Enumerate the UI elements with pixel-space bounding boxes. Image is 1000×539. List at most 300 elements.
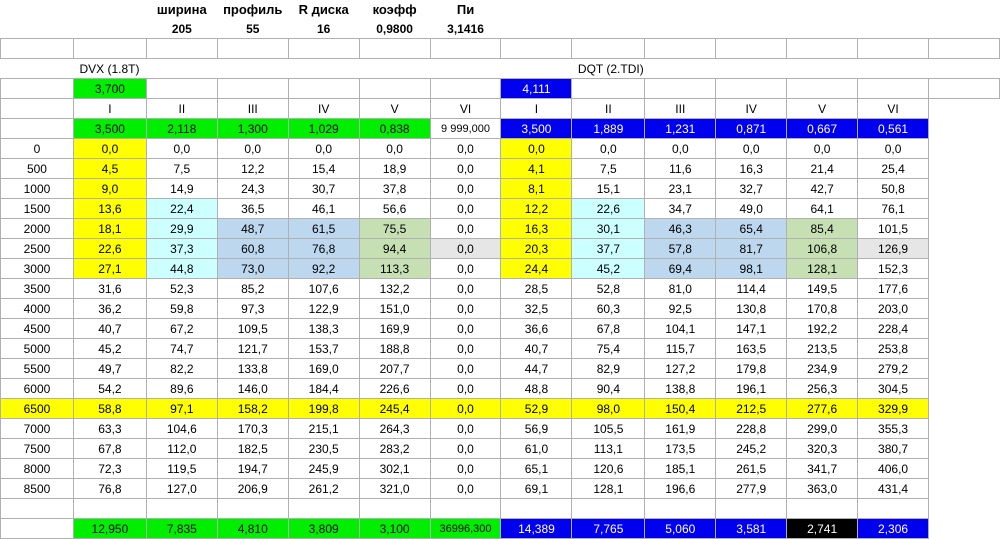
- gear-header-left-1: I: [73, 99, 146, 119]
- table-row: [1, 439, 1000, 459]
- speed-cell: 7,5: [572, 159, 645, 179]
- footer-left-6: 36996,300: [430, 519, 501, 539]
- table-row: [1, 359, 1000, 379]
- empty-cell: [929, 159, 1000, 179]
- empty-cell: [288, 39, 359, 59]
- speed-cell: 279,2: [858, 359, 929, 379]
- empty-cell: [929, 79, 1000, 99]
- speed-cell: 0,0: [430, 299, 501, 319]
- speed-cell: 24,3: [217, 179, 288, 199]
- speed-cell: 113,1: [572, 439, 645, 459]
- footer-right-2: 7,765: [572, 519, 645, 539]
- empty-cell: [217, 39, 288, 59]
- speed-cell: 169,9: [359, 319, 430, 339]
- speed-cell: 153,7: [288, 339, 359, 359]
- empty-cell: [787, 79, 858, 99]
- rpm-cell: 4500: [1, 319, 74, 339]
- empty-cell: [1, 0, 74, 19]
- table-row: [1, 339, 1000, 359]
- param-label-width: ширина: [156, 2, 207, 17]
- ratio-right-6: 0,561: [858, 119, 929, 139]
- speed-cell: 40,7: [501, 339, 572, 359]
- section-label-right: DQT (2.TDI): [577, 61, 644, 76]
- speed-cell: 138,8: [645, 379, 716, 399]
- speed-cell: 177,6: [858, 279, 929, 299]
- final-drive-row: [1, 79, 1000, 99]
- speed-cell: 34,7: [645, 199, 716, 219]
- param-label-rim: R диска: [298, 2, 349, 17]
- table-row: [1, 319, 1000, 339]
- final-drive-left: 3,700: [73, 79, 146, 99]
- rpm-cell: 6500: [1, 399, 74, 419]
- speed-cell: 0,0: [430, 359, 501, 379]
- speed-cell: 128,1: [572, 479, 645, 499]
- empty-cell: [359, 499, 430, 519]
- speed-cell: 60,8: [217, 239, 288, 259]
- gear-header-right-6: VI: [858, 99, 929, 119]
- final-drive-right: 4,111: [501, 79, 572, 99]
- empty-cell: [1, 39, 74, 59]
- empty-cell: [716, 39, 787, 59]
- empty-cell: [929, 359, 1000, 379]
- speed-cell: 121,7: [217, 339, 288, 359]
- empty-cell: [73, 19, 146, 39]
- speed-cell: 133,8: [217, 359, 288, 379]
- empty-cell: [858, 79, 929, 99]
- speed-cell: 188,8: [359, 339, 430, 359]
- ratio-left-6: 9 999,000: [430, 119, 501, 139]
- speed-cell: 185,1: [645, 459, 716, 479]
- speed-cell: 13,6: [73, 199, 146, 219]
- speed-cell: 277,9: [716, 479, 787, 499]
- speed-cell: 230,5: [288, 439, 359, 459]
- speed-cell: 119,5: [146, 459, 217, 479]
- table-row: [1, 459, 1000, 479]
- speed-cell: 14,9: [146, 179, 217, 199]
- spacer-row-bottom: [1, 499, 1000, 519]
- empty-cell: [929, 479, 1000, 499]
- empty-cell: [217, 79, 288, 99]
- footer-left-4: 3,809: [288, 519, 359, 539]
- speed-cell: 61,5: [288, 219, 359, 239]
- speed-cell: 76,1: [858, 199, 929, 219]
- speed-cell: 106,8: [787, 239, 858, 259]
- speed-cell: 60,3: [572, 299, 645, 319]
- speed-cell: 0,0: [430, 479, 501, 499]
- empty-cell: [1, 499, 74, 519]
- empty-cell: [716, 79, 787, 99]
- speed-cell: 28,5: [501, 279, 572, 299]
- table-row: [1, 279, 1000, 299]
- empty-cell: [359, 79, 430, 99]
- gear-header-right-1: I: [501, 99, 572, 119]
- speed-cell: 20,3: [501, 239, 572, 259]
- rpm-cell: 2000: [1, 219, 74, 239]
- empty-cell: [929, 0, 1000, 19]
- empty-cell: [146, 499, 217, 519]
- empty-cell: [501, 39, 572, 59]
- speed-cell: 196,6: [645, 479, 716, 499]
- empty-cell: [146, 79, 217, 99]
- speed-cell: 22,4: [146, 199, 217, 219]
- empty-cell: [501, 19, 572, 39]
- speed-cell: 0,0: [716, 139, 787, 159]
- ratio-right-3: 1,231: [645, 119, 716, 139]
- speed-cell: 264,3: [359, 419, 430, 439]
- speed-cell: 302,1: [359, 459, 430, 479]
- speed-cell: 158,2: [217, 399, 288, 419]
- empty-cell: [929, 319, 1000, 339]
- ratio-right-5: 0,667: [787, 119, 858, 139]
- speed-cell: 15,1: [572, 179, 645, 199]
- speed-cell: 7,5: [146, 159, 217, 179]
- speed-cell: 115,7: [645, 339, 716, 359]
- speed-cell: 82,2: [146, 359, 217, 379]
- speed-cell: 76,8: [73, 479, 146, 499]
- empty-cell: [929, 219, 1000, 239]
- empty-cell: [645, 499, 716, 519]
- empty-cell: [1, 119, 74, 139]
- footer-left-2: 7,835: [146, 519, 217, 539]
- param-value-width: 205: [171, 21, 192, 36]
- empty-cell: [645, 79, 716, 99]
- speed-cell: 59,8: [146, 299, 217, 319]
- speed-cell: 16,3: [716, 159, 787, 179]
- empty-cell: [929, 339, 1000, 359]
- speed-cell: 0,0: [430, 279, 501, 299]
- speed-cell: 46,1: [288, 199, 359, 219]
- speed-cell: 32,5: [501, 299, 572, 319]
- speed-cell: 0,0: [430, 439, 501, 459]
- speed-cell: 0,0: [430, 259, 501, 279]
- rpm-cell: 8000: [1, 459, 74, 479]
- speed-cell: 92,5: [645, 299, 716, 319]
- empty-cell: [929, 99, 1000, 119]
- speed-cell: 380,7: [858, 439, 929, 459]
- gear-header-left-3: III: [217, 99, 288, 119]
- speed-cell: 46,3: [645, 219, 716, 239]
- empty-cell: [858, 499, 929, 519]
- speed-cell: 4,5: [73, 159, 146, 179]
- empty-cell: [929, 399, 1000, 419]
- table-row: [1, 219, 1000, 239]
- speed-cell: 22,6: [572, 199, 645, 219]
- speed-cell: 65,4: [716, 219, 787, 239]
- empty-cell: [572, 39, 645, 59]
- speed-cell: 37,7: [572, 239, 645, 259]
- empty-cell: [572, 79, 645, 99]
- empty-cell: [288, 79, 359, 99]
- speed-cell: 253,8: [858, 339, 929, 359]
- param-value-coeff: 0,9800: [376, 21, 413, 36]
- empty-cell: [645, 39, 716, 59]
- speed-cell: 67,8: [73, 439, 146, 459]
- speed-cell: 0,0: [430, 399, 501, 419]
- speed-cell: 97,1: [146, 399, 217, 419]
- empty-cell: [430, 59, 501, 79]
- speed-cell: 0,0: [430, 139, 501, 159]
- speed-cell: 73,0: [217, 259, 288, 279]
- speed-cell: 170,3: [217, 419, 288, 439]
- param-value-pi: 3,1416: [447, 21, 484, 36]
- footer-right-6: 2,306: [858, 519, 929, 539]
- empty-cell: [288, 59, 359, 79]
- speed-cell: 329,9: [858, 399, 929, 419]
- speed-cell: 184,4: [288, 379, 359, 399]
- speed-cell: 16,3: [501, 219, 572, 239]
- gear-ratio-row: [1, 119, 1000, 139]
- empty-cell: [929, 239, 1000, 259]
- speed-cell: 81,0: [645, 279, 716, 299]
- empty-cell: [787, 19, 858, 39]
- speed-cell: 94,4: [359, 239, 430, 259]
- speed-cell: 152,3: [858, 259, 929, 279]
- rpm-cell: 3500: [1, 279, 74, 299]
- empty-cell: [929, 519, 1000, 539]
- param-label-row: [1, 0, 1000, 19]
- rpm-cell: 1000: [1, 179, 74, 199]
- speed-cell: 0,0: [430, 339, 501, 359]
- speed-cell: 12,2: [217, 159, 288, 179]
- gear-header-right-2: II: [572, 99, 645, 119]
- speed-cell: 283,2: [359, 439, 430, 459]
- empty-cell: [430, 79, 501, 99]
- speed-cell: 18,9: [359, 159, 430, 179]
- rpm-cell: 2500: [1, 239, 74, 259]
- speed-cell: 98,0: [572, 399, 645, 419]
- empty-cell: [929, 59, 1000, 79]
- empty-cell: [359, 39, 430, 59]
- speed-cell: 56,6: [359, 199, 430, 219]
- param-value-rim: 16: [317, 21, 331, 36]
- footer-right-3: 5,060: [645, 519, 716, 539]
- empty-cell: [217, 59, 288, 79]
- table-row: [1, 299, 1000, 319]
- speed-cell: 85,2: [217, 279, 288, 299]
- gear-header-row: [1, 99, 1000, 119]
- speed-cell: 149,5: [787, 279, 858, 299]
- speed-cell: 23,1: [645, 179, 716, 199]
- empty-cell: [716, 0, 787, 19]
- speed-cell: 406,0: [858, 459, 929, 479]
- ratio-right-1: 3,500: [501, 119, 572, 139]
- empty-cell: [73, 499, 146, 519]
- speed-cell: 104,1: [645, 319, 716, 339]
- speed-cell: 36,2: [73, 299, 146, 319]
- speed-cell: 75,4: [572, 339, 645, 359]
- footer-row: [1, 519, 1000, 539]
- empty-cell: [787, 0, 858, 19]
- table-row-highlight: [1, 399, 1000, 419]
- speed-cell: 105,5: [572, 419, 645, 439]
- empty-cell: [787, 499, 858, 519]
- speed-cell: 113,3: [359, 259, 430, 279]
- empty-cell: [929, 259, 1000, 279]
- empty-cell: [929, 299, 1000, 319]
- speed-cell: 52,3: [146, 279, 217, 299]
- empty-cell: [929, 139, 1000, 159]
- speed-cell: 49,0: [716, 199, 787, 219]
- gear-header-right-3: III: [645, 99, 716, 119]
- gear-header-left-2: II: [146, 99, 217, 119]
- empty-cell: [716, 499, 787, 519]
- empty-cell: [858, 39, 929, 59]
- speed-cell: 21,4: [787, 159, 858, 179]
- speed-cell: 203,0: [858, 299, 929, 319]
- empty-cell: [716, 59, 787, 79]
- param-label-coeff: коэфф: [372, 2, 417, 17]
- speed-cell: 36,6: [501, 319, 572, 339]
- speed-cell: 0,0: [787, 139, 858, 159]
- speed-cell: 321,0: [359, 479, 430, 499]
- gear-header-left-6: VI: [430, 99, 501, 119]
- speed-cell: 24,4: [501, 259, 572, 279]
- speed-cell: 4,1: [501, 159, 572, 179]
- speed-cell: 199,8: [288, 399, 359, 419]
- speed-cell: 228,8: [716, 419, 787, 439]
- table-row: [1, 239, 1000, 259]
- gear-header-right-4: IV: [716, 99, 787, 119]
- rpm-cell: 500: [1, 159, 74, 179]
- empty-cell: [929, 499, 1000, 519]
- speed-cell: 192,2: [787, 319, 858, 339]
- table-row: [1, 419, 1000, 439]
- rpm-cell: 3000: [1, 259, 74, 279]
- speed-cell: 299,0: [787, 419, 858, 439]
- rpm-cell: 8500: [1, 479, 74, 499]
- speed-cell: 63,3: [73, 419, 146, 439]
- speed-cell: 0,0: [572, 139, 645, 159]
- speed-cell: 92,2: [288, 259, 359, 279]
- gear-header-left-5: V: [359, 99, 430, 119]
- speed-cell: 0,0: [217, 139, 288, 159]
- spacer-row: [1, 39, 1000, 59]
- speed-cell: 0,0: [430, 379, 501, 399]
- speed-cell: 37,3: [146, 239, 217, 259]
- speed-cell: 341,7: [787, 459, 858, 479]
- empty-cell: [430, 499, 501, 519]
- speed-cell: 98,1: [716, 259, 787, 279]
- speed-cell: 42,7: [787, 179, 858, 199]
- empty-cell: [1, 519, 74, 539]
- speed-cell: 130,8: [716, 299, 787, 319]
- empty-cell: [929, 279, 1000, 299]
- speed-cell: 228,4: [858, 319, 929, 339]
- speed-cell: 44,7: [501, 359, 572, 379]
- speed-cell: 58,8: [73, 399, 146, 419]
- footer-right-4: 3,581: [716, 519, 787, 539]
- speed-cell: 44,8: [146, 259, 217, 279]
- ratio-right-2: 1,889: [572, 119, 645, 139]
- speed-cell: 226,6: [359, 379, 430, 399]
- speed-cell: 48,8: [501, 379, 572, 399]
- rpm-cell: 7500: [1, 439, 74, 459]
- speed-cell: 169,0: [288, 359, 359, 379]
- empty-cell: [359, 59, 430, 79]
- empty-cell: [929, 439, 1000, 459]
- rpm-cell: 5000: [1, 339, 74, 359]
- speed-cell: 150,4: [645, 399, 716, 419]
- speed-cell: 196,1: [716, 379, 787, 399]
- speed-cell: 147,1: [716, 319, 787, 339]
- speed-cell: 9,0: [73, 179, 146, 199]
- rpm-cell: 1500: [1, 199, 74, 219]
- ratio-left-5: 0,838: [359, 119, 430, 139]
- empty-cell: [929, 419, 1000, 439]
- speed-cell: 245,2: [716, 439, 787, 459]
- rpm-cell: 0: [1, 139, 74, 159]
- footer-left-1: 12,950: [73, 519, 146, 539]
- ratio-left-3: 1,300: [217, 119, 288, 139]
- empty-cell: [858, 19, 929, 39]
- rpm-cell: 5500: [1, 359, 74, 379]
- speed-cell: 146,0: [217, 379, 288, 399]
- speed-cell: 81,7: [716, 239, 787, 259]
- section-label-left: DVX (1.8T): [79, 61, 140, 76]
- speed-cell: 122,9: [288, 299, 359, 319]
- speed-cell: 0,0: [430, 159, 501, 179]
- empty-cell: [787, 39, 858, 59]
- speed-cell: 54,2: [73, 379, 146, 399]
- empty-cell: [858, 59, 929, 79]
- speed-cell: 0,0: [430, 179, 501, 199]
- empty-cell: [787, 59, 858, 79]
- speed-cell: 212,5: [716, 399, 787, 419]
- footer-right-5: 2,741: [787, 519, 858, 539]
- speed-cell: 69,4: [645, 259, 716, 279]
- speed-cell: 163,5: [716, 339, 787, 359]
- param-value-profile: 55: [246, 21, 260, 36]
- speed-cell: 0,0: [146, 139, 217, 159]
- table-row: [1, 159, 1000, 179]
- speed-cell: 65,1: [501, 459, 572, 479]
- speed-cell: 12,2: [501, 199, 572, 219]
- speed-cell: 0,0: [430, 459, 501, 479]
- footer-left-5: 3,100: [359, 519, 430, 539]
- speed-cell: 0,0: [430, 419, 501, 439]
- ratio-left-1: 3,500: [73, 119, 146, 139]
- empty-cell: [217, 499, 288, 519]
- speed-cell: 0,0: [430, 219, 501, 239]
- speed-cell: 213,5: [787, 339, 858, 359]
- speed-cell: 90,4: [572, 379, 645, 399]
- speed-cell: 97,3: [217, 299, 288, 319]
- empty-cell: [1, 59, 74, 79]
- empty-cell: [288, 499, 359, 519]
- empty-cell: [1, 19, 74, 39]
- speed-cell: 256,3: [787, 379, 858, 399]
- speed-cell: 50,8: [858, 179, 929, 199]
- empty-cell: [146, 39, 217, 59]
- table-row: [1, 259, 1000, 279]
- empty-cell: [929, 119, 1000, 139]
- speed-cell: 49,7: [73, 359, 146, 379]
- empty-cell: [572, 19, 645, 39]
- empty-cell: [1, 99, 74, 119]
- speed-cell: 127,2: [645, 359, 716, 379]
- speed-cell: 355,3: [858, 419, 929, 439]
- empty-cell: [645, 19, 716, 39]
- speed-cell: 18,1: [73, 219, 146, 239]
- empty-cell: [929, 39, 1000, 59]
- speed-cell: 89,6: [146, 379, 217, 399]
- empty-cell: [73, 0, 146, 19]
- rpm-cell: 7000: [1, 419, 74, 439]
- speed-cell: 85,4: [787, 219, 858, 239]
- speed-cell: 0,0: [288, 139, 359, 159]
- empty-cell: [929, 459, 1000, 479]
- speed-cell: 67,2: [146, 319, 217, 339]
